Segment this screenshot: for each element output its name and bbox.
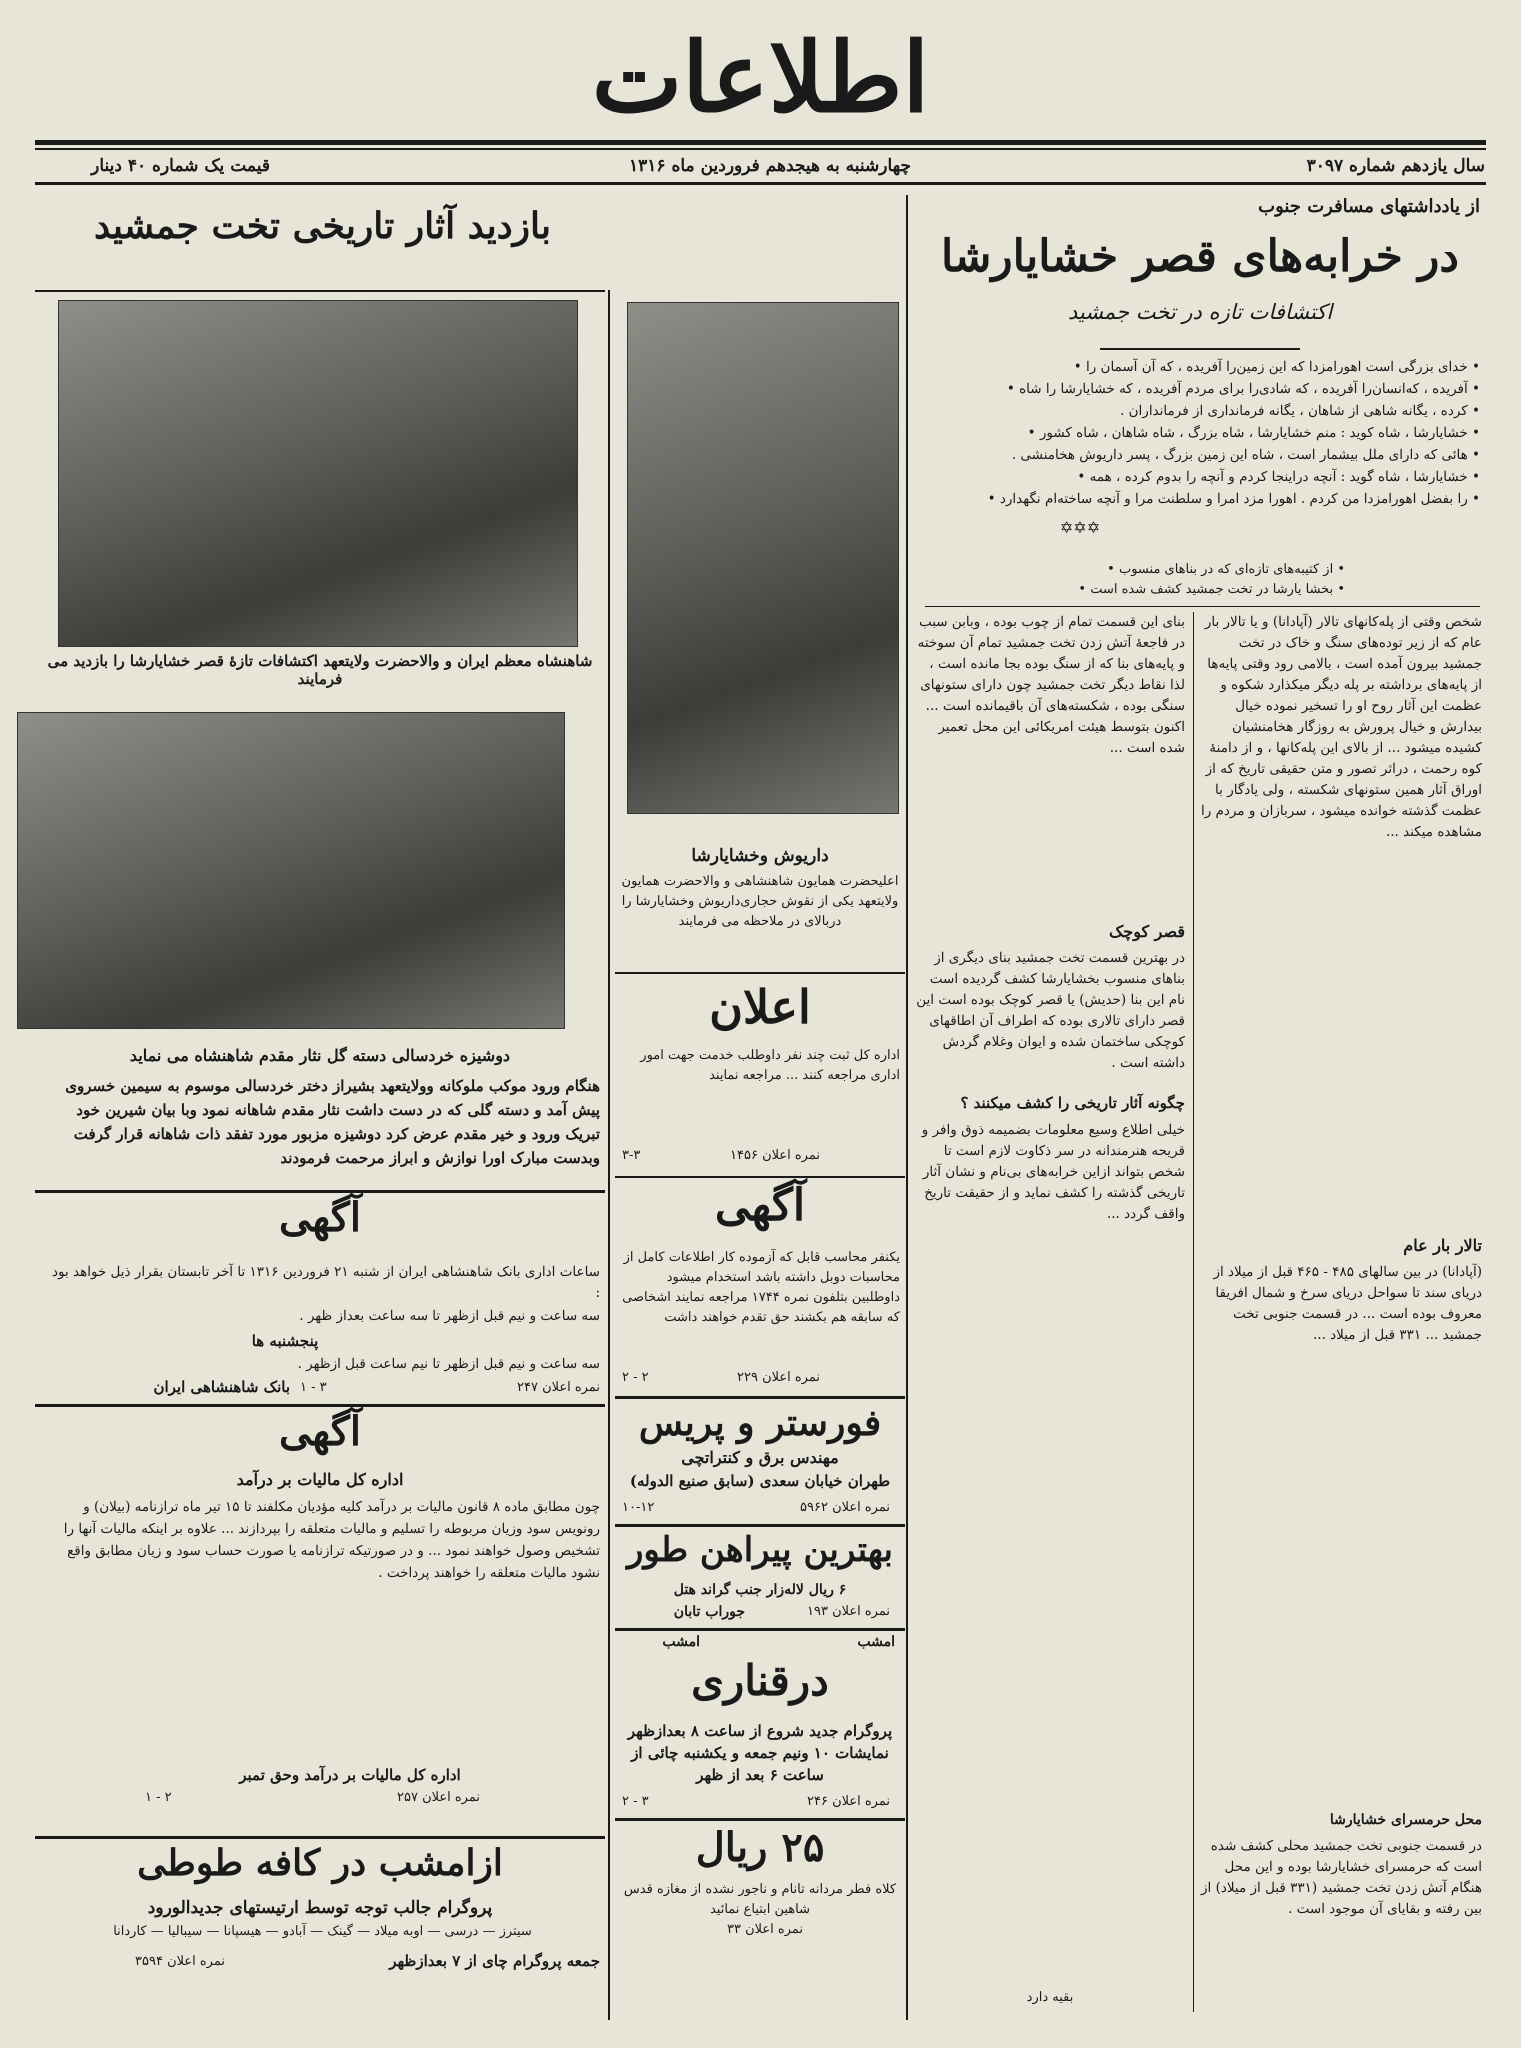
inscription-line: • را بفضل اهورامزدا من کردم . اهورا مزد امرا و سلطنت مرا و آنچه ساخته‌ام نگهدارد • — [987, 491, 1480, 507]
rial-title: ۲۵ ریال — [695, 1824, 825, 1871]
subsection-discovery: چگونه آثار تاریخی را کشف میکنند ؟ — [960, 1094, 1185, 1112]
elan-title: اعلان — [709, 980, 811, 1034]
photo-shah-inspecting — [58, 300, 578, 647]
article-body-col2: بنای این قسمت تمام از چوب بوده ، وبابن سبب در فاجعهٔ آتش زدن تخت جمشید تمام آن سوخته و پایه‌های بنا که از سنگ بوده بجا مانده است ، لذا نقاط دیگر تخت جمشید چون دارای ستونهای سنگی بوده ، شکسته‌های آن باقیمانده است ... اکنون بتوسط هیئت امریکائی این محل تعمیر شده است ... — [917, 614, 1185, 756]
middle-photo-caption-title: داریوش وخشایارشا — [691, 846, 829, 866]
article-continued: بقیه دارد — [1026, 1990, 1074, 2005]
agahi2-thursday: پنجشنبه ها — [251, 1332, 319, 1350]
right-rule — [35, 1190, 605, 1193]
photo-darius-relief — [627, 302, 899, 814]
elan-text: اداره کل ثبت چند نفر داوطلب خدمت جهت امور اداری مراجعه کنند ... مراجعه نمایند — [640, 1048, 900, 1083]
darghanari-program: پروگرام جدید شروع از ساعت ۸ بعدازظهر نمایشات ۱۰ ونیم جمعه و یکشنبه چائی از ساعت ۶ بعد از ظهر — [627, 1722, 893, 1784]
caption-line: • بخشا یارشا در تخت جمشید کشف شده است • — [1078, 582, 1345, 597]
right-rule — [35, 1836, 605, 1839]
photo-story-headline: بازدید آثار تاریخی تخت جمشید — [93, 205, 551, 247]
agahi1-code: ۲ - ۲ — [622, 1370, 649, 1385]
emshab-label: امشب — [857, 1634, 895, 1650]
agahi1-text: یکنفر محاسب قابل که آزموده کار اطلاعات کامل از محاسبات دوبل داشته باشد استخدام میشود داوطلبین بتلفون نمره ۱۷۴۴ مراجعه نمایند اشخاصی که سابقه هم بکشند حق تقدم خواهند داشت — [622, 1250, 900, 1325]
agahi3-code: ۱ - ۲ — [145, 1790, 172, 1805]
cafe-number: نمره اعلان ۳۵۹۴ — [135, 1954, 225, 1969]
inscription-block — [925, 356, 1480, 510]
darghanari-number: نمره اعلان ۲۴۶ — [806, 1794, 890, 1809]
piran-number: نمره اعلان ۱۹۳ — [806, 1604, 890, 1619]
inscription-line: • آفریده ، که‌انسان‌را آفریده ، که شادی‌را برای مردم آفریده ، که خشایارشا را شاه • — [1006, 381, 1480, 397]
agahi2-code: ۱ - ۳ — [300, 1380, 327, 1395]
inscription-line: • خشایارشا ، شاه گوید : آنچه دراینجا کردم و آنچه را بدوم کرده ، همه • — [1077, 469, 1480, 485]
forster-address: طهران خیابان سعدی (سابق صنیع الدوله) — [629, 1472, 891, 1490]
agahi2-title: آگهی — [279, 1194, 361, 1241]
darghanari-title: درقناری — [691, 1656, 829, 1705]
middle-photo-caption: اعلیحضرت همایون شاهنشاهی و والاحضرت همایون ولایتعهد یکی از نقوش حجاری‌داریوش وخشایارشا را دربالای در ملاحظه می فرمایند — [621, 874, 899, 929]
cafe-title: ازامشب در کافه طوطی — [137, 1842, 503, 1884]
inscription-line: • خدای بزرگی است اهورامزدا که این زمین‌را آفریده ، که آن آسمان را • — [1073, 359, 1480, 375]
middle-rule — [615, 1176, 905, 1178]
stars-ornament: ✡✡✡ — [1059, 518, 1101, 537]
subsection-harem: محل حرمسرای خشایارشا — [1329, 1812, 1482, 1828]
cafe-artists: سیترز — درسی — اوبه میلاد — گینک — آبادو — هیسپانا — سیبالیا — کاردانا — [113, 1924, 532, 1939]
photo2-caption: هنگام ورود موکب ملوکانه وولایتعهد بشیراز دختر خردسالی موسوم به سیمین خسروی پیش آمد و دسته گلی که در دست داشت نثار مقدم شاهانه نمود وبا بیان شیرین خود تبریک ورود و خیر مقدم عرض کرد دوشیزه مزبور مورد تفقد ذات شاهانه قرار گرفت وبدست مبارک اورا نوازش و ابراز مرحمت فرمودند — [65, 1077, 600, 1167]
article-body-col1: شخص وقتی از پله‌کانهای تالار (آپادانا) و یا تالار بار عام که از زیر توده‌های سنگ و خاک در تخت جمشید بیرون آمده است ، بالامی رود وقتی پایه‌ها از پایه‌های برداشته بر پله دیگر میکذارد شکوه و عظمت این آثار روح او را تسخیر نموده خیال بیدارش و خیال پرورش به روزگار هخامنشیان کشیده میشود ... از بالای این پله‌کانها ، و از دامنهٔ کوه رحمت ، دراثر تصور و متن حقیقی تاریخ که از اوراق آثار همین ستونهای شکسته ، ولی یادگار با عظمت گذشته خوانده میشود ، سربازان و مردم را مشاهده میکند ... — [1201, 614, 1482, 840]
photo2-title: دوشیزه خردسالی دسته گل نثار مقدم شاهنشاه می نماید — [129, 1046, 511, 1065]
forster-title: فورستر و پریس — [638, 1402, 882, 1444]
forster-code: ۱۰-۱۲ — [622, 1500, 655, 1515]
middle-rule — [615, 1818, 905, 1821]
masthead-rule-top — [35, 140, 1486, 145]
darghanari-code: ۲ - ۳ — [622, 1794, 649, 1809]
elan-number: نمره اعلان ۱۴۵۶ — [730, 1148, 820, 1163]
rial-number: نمره اعلان ۳۳ — [726, 1922, 804, 1937]
issue-price: قیمت یک شماره ۴۰ دینار — [91, 156, 270, 176]
agahi2-line2: سه ساعت و نیم قبل ازظهر تا نیم ساعت قبل ازظهر . — [297, 1356, 600, 1372]
inscription-line: • هائی که دارای ملل بیشمار است ، شاه این زمین بزرگ ، پسر داریوش هخامنشی . — [1011, 447, 1480, 463]
issue-date: چهارشنبه به هیجدهم فروردین ماه ۱۳۱۶ — [629, 156, 911, 176]
agahi1-title: آگهی — [714, 1180, 806, 1231]
right-rule — [35, 1404, 605, 1407]
article-subhead: اکتشافات تازه در تخت جمشید — [1067, 300, 1333, 324]
agahi3-title: آگهی — [279, 1408, 361, 1455]
piran-title: بهترین پیراهن طور — [627, 1530, 893, 1570]
agahi3-subtitle: اداره کل مالیات بر درآمد — [236, 1470, 404, 1489]
cafe-subtitle: پروگرام جالب توجه توسط ارتیستهای جدیدالورود — [147, 1898, 493, 1918]
subsection-small-palace: قصر کوچک — [1108, 922, 1185, 941]
subsection-apadana-text: (آپادانا) در بین سالهای ۴۸۵ - ۴۶۵ قبل از میلاد از دریای سند تا سواحل دریای سرخ و شمال افریقا معروف بوده است ... در قسمت جنوبی تخت جمشید ... ۳۳۱ قبل از میلاد ... — [1213, 1264, 1482, 1343]
inscription-caption — [925, 560, 1345, 600]
agahi3-number: نمره اعلان ۲۵۷ — [396, 1790, 480, 1805]
rial-text: کلاه فطر مردانه تانام و ناجور نشده از مغازه قدس شاهین ابتیاع نمائید — [623, 1882, 897, 1917]
elan-code: ۳-۳ — [622, 1148, 641, 1163]
forster-number: نمره اعلان ۵۹۶۲ — [800, 1500, 890, 1515]
forster-subtitle: مهندس برق و کنتراتچی — [681, 1448, 839, 1467]
piran-brand: جوراب تابان — [673, 1604, 745, 1620]
agahi2-bank: بانک شاهنشاهی ایران — [153, 1378, 290, 1396]
agahi2-number: نمره اعلان ۲۴۷ — [516, 1380, 600, 1395]
subsection-small-palace-text: در بهترین قسمت تخت جمشید بنای دیگری از بناهای منسوب بخشایارشا کشف گردیده است نام این بنا (حدیش) یا قصر کوچک بوده است این قصر دارای تالاری بوده که اطراف آن اطاقهای کوچکی ساختمان شده و ایوان وغلام گردش داشته است . — [916, 950, 1185, 1071]
subsection-apadana: تالار بار عام — [1403, 1236, 1482, 1255]
masthead-rule-bottom — [35, 182, 1486, 185]
article-kicker: از یادداشتهای مسافرت جنوب — [1258, 196, 1480, 217]
agahi1-number: نمره اعلان ۲۲۹ — [736, 1370, 820, 1385]
agahi3-signature: اداره کل مالیات بر درآمد وحق تمبر — [239, 1766, 461, 1784]
photo-girl-flowers — [17, 712, 565, 1029]
subsection-discovery-text: خیلی اطلاع وسیع معلومات بضمیمه ذوق وافر و قریحه هنرمندانه در سر ذکاوت لازم است تا شخص بتواند ازاین خرابه‌های بی‌نام و نشان آثار تاریخی گذشته را کشف نماید و از حقیقت تاریخ واقف گردد ... — [921, 1122, 1185, 1222]
caption-line: • از کتیبه‌های تازه‌ای که در بناهای منسوب • — [1107, 562, 1345, 577]
middle-rule — [615, 972, 905, 974]
inscription-line: • کرده ، یگانه شاهی از شاهان ، یگانه فرمانداری از فرمانداران . — [1120, 403, 1480, 419]
piran-subtitle: ۶ ریال لاله‌زار جنب گراند هتل — [673, 1582, 847, 1598]
issue-number: سال یازدهم شماره ۳۰۹۷ — [1306, 156, 1485, 176]
agahi2-text: ساعات اداری بانک شاهنشاهی ایران از شنبه ۲۱ فروردین ۱۳۱۶ تا آخر تابستان بقرار ذیل خواهد بود : — [51, 1264, 600, 1301]
inscription-line: • خشایارشا ، شاه کوید : منم خشایارشا ، شاه بزرگ ، شاه شاهان ، شاه کشور • — [1027, 425, 1480, 441]
emshab-label-2: امشب — [662, 1634, 700, 1650]
column-divider-left — [608, 290, 610, 2020]
right-rule — [35, 290, 605, 292]
article-headline: در خرابه‌های قصر خشایارشا — [941, 231, 1459, 282]
middle-rule — [615, 1396, 905, 1399]
subsection-harem-text: در قسمت جنوبی تخت جمشید محلی کشف شده است که حرمسرای خشایارشا بوده و این محل هنگام آتش زدن تخت جمشید (۳۳۱ قبل از میلاد) از بین رفته و بقایای آن موجود است . — [1201, 1838, 1482, 1917]
agahi2-line1: سه ساعت و نیم قبل ازظهر تا سه ساعت بعداز ظهر . — [299, 1308, 600, 1324]
column-divider-right — [906, 195, 908, 2020]
agahi3-text: چون مطابق ماده ۸ قانون مالیات بر درآمد کلیه مؤدیان مکلفند تا ۱۵ تیر ماه ترازنامه (بیلان) و رونویس سود وزیان مربوطه را تسلیم و مالیات متعلقه را بپردازند ... علاوه بر اینکه مالیات آنها را تشخیص وصول خواهند نمود ... و در صورتیکه ترازنامه یا صورت حساب سود و زیان مطابق واقع نشود مالیات متعلقه را خواهند پرداخت . — [63, 1499, 600, 1581]
article-inner-divider — [1193, 612, 1194, 2012]
middle-rule — [615, 1524, 905, 1527]
article-rule — [925, 606, 1480, 607]
masthead-rule-top2 — [35, 148, 1486, 150]
cafe-footer: جمعه پروگرام چای از ۷ بعدازظهر — [389, 1952, 600, 1970]
masthead-title: اطلاعات — [591, 21, 930, 134]
subhead-underline — [1100, 348, 1300, 350]
middle-rule — [615, 1628, 905, 1631]
photo1-caption: شاهنشاه معظم ایران و والاحضرت ولایتعهد اکتشافات تازهٔ قصر خشایارشا را بازدید می فرمایند — [47, 652, 593, 688]
